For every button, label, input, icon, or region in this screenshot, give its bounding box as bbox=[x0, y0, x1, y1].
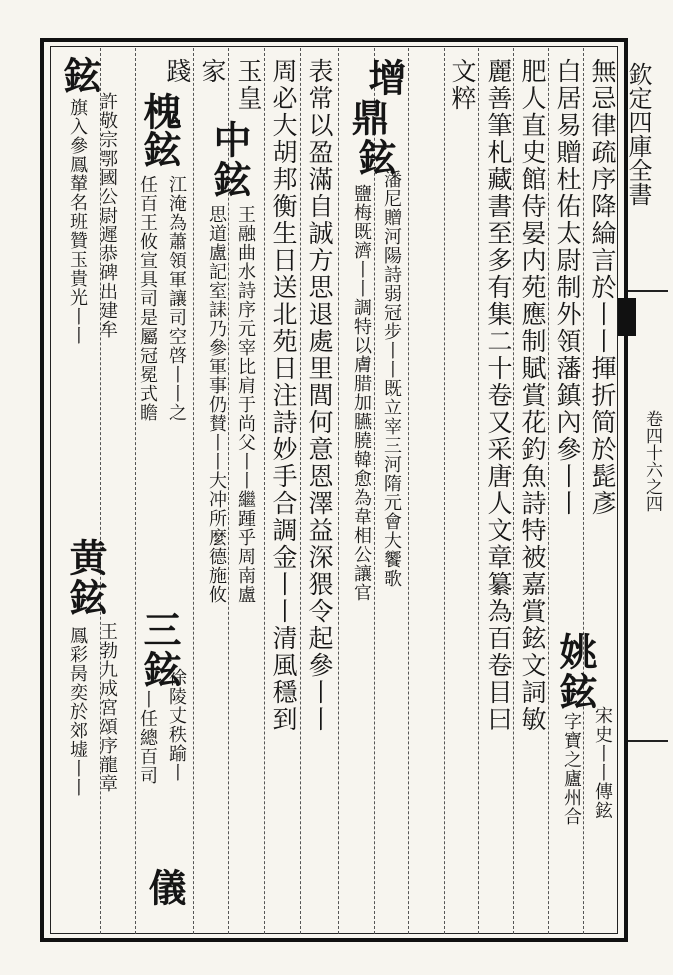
headword: 增 bbox=[362, 58, 407, 96]
text-column: 無忌律疏序降綸言於丨丨揮折简於髭彥 bbox=[588, 58, 617, 517]
headword: 鉉 bbox=[352, 138, 397, 176]
note-column: 丨任總百司 bbox=[137, 690, 158, 785]
headword: 槐 bbox=[137, 92, 182, 130]
headword: 鼎 bbox=[345, 98, 390, 136]
column-rule bbox=[444, 48, 445, 934]
margin-line bbox=[628, 740, 668, 742]
column-rule bbox=[135, 48, 136, 934]
note-column: 鹽梅既濟丨丨調特以膚腊加臙膮韓愈為韋相公讓官 bbox=[351, 184, 372, 602]
note-column: 王勃九成宮頌序龍章 bbox=[97, 622, 118, 793]
volume-label: 卷四十六之四 bbox=[642, 410, 662, 512]
text-column: 踐 bbox=[163, 58, 192, 85]
headword: 中 bbox=[207, 120, 252, 158]
headword: 鉉 bbox=[63, 578, 108, 616]
margin-line bbox=[628, 290, 668, 292]
text-column: 麗善筆札藏書至多有集二十卷又采唐人文章纂為百卷目曰 bbox=[484, 58, 513, 733]
note-column: 任百王攸宣具司是屬冠冕式瞻 bbox=[137, 175, 158, 422]
column-rule bbox=[583, 48, 584, 934]
text-column: 家 bbox=[198, 58, 227, 85]
note-column: 江淹為蕭領軍讓司空啓丨丨之 bbox=[166, 175, 187, 422]
note-column: 思道盧記室誄乃參軍事仍賛丨丨大冲所麼德施攸 bbox=[206, 205, 227, 604]
headword: 鉉 bbox=[57, 56, 102, 94]
headword: 鉉 bbox=[137, 650, 182, 688]
note-column: 徐陵丈秩踰丨 bbox=[166, 668, 187, 782]
headword: 三 bbox=[137, 610, 182, 648]
text-column: 表常以盈滿自誠方思退處里閭何意恩澤益深猥令起參丨丨 bbox=[305, 58, 334, 733]
column-rule bbox=[193, 48, 194, 934]
column-rule bbox=[478, 48, 479, 934]
column-rule bbox=[548, 48, 549, 934]
text-column: 肥人直史館侍晏内苑應制賦賞花釣魚詩特被嘉賞鉉文詞敏 bbox=[518, 58, 547, 733]
text-column: 周必大胡邦衡生日送北苑日注詩妙手合調金丨丨清風穩到 bbox=[269, 58, 298, 733]
column-rule bbox=[338, 48, 339, 934]
note-column: 許敬宗鄂國公尉遲恭碑出建牟 bbox=[97, 92, 118, 339]
note-column: 宋史丨丨傳鉉 bbox=[592, 706, 613, 820]
note-column: 潘尼贈河陽詩弱冠步丨丨既立宰三河隋元會大饗歌 bbox=[381, 170, 402, 588]
book-title: 欽定四庫全書 bbox=[624, 62, 652, 206]
note-column: 字寶之廬州合 bbox=[561, 712, 582, 826]
headword: 鉉 bbox=[207, 160, 252, 198]
column-rule bbox=[408, 48, 409, 934]
column-rule bbox=[264, 48, 265, 934]
headword: 儀 bbox=[142, 868, 187, 906]
column-rule bbox=[300, 48, 301, 934]
column-rule bbox=[374, 48, 375, 934]
headword: 姚 bbox=[553, 632, 598, 670]
text-column: 文粹 bbox=[448, 58, 477, 112]
headword: 鉉 bbox=[553, 672, 598, 710]
note-column: 旗入參鳳輦名班贊玉貴光丨丨 bbox=[67, 98, 88, 345]
fishtail-mark bbox=[618, 298, 636, 336]
note-column: 王融曲水詩序元宰比肩于尚父丨丨繼踵乎周南盧 bbox=[235, 205, 256, 604]
text-column: 白居易贈杜佑太尉制外領藩鎮內參丨丨 bbox=[553, 58, 582, 517]
note-column: 鳳彩昺奕於郊墟丨丨 bbox=[67, 626, 88, 797]
headword: 黄 bbox=[63, 538, 108, 576]
headword: 鉉 bbox=[137, 130, 182, 168]
column-rule bbox=[513, 48, 514, 934]
text-column: 玉皇 bbox=[234, 58, 263, 112]
